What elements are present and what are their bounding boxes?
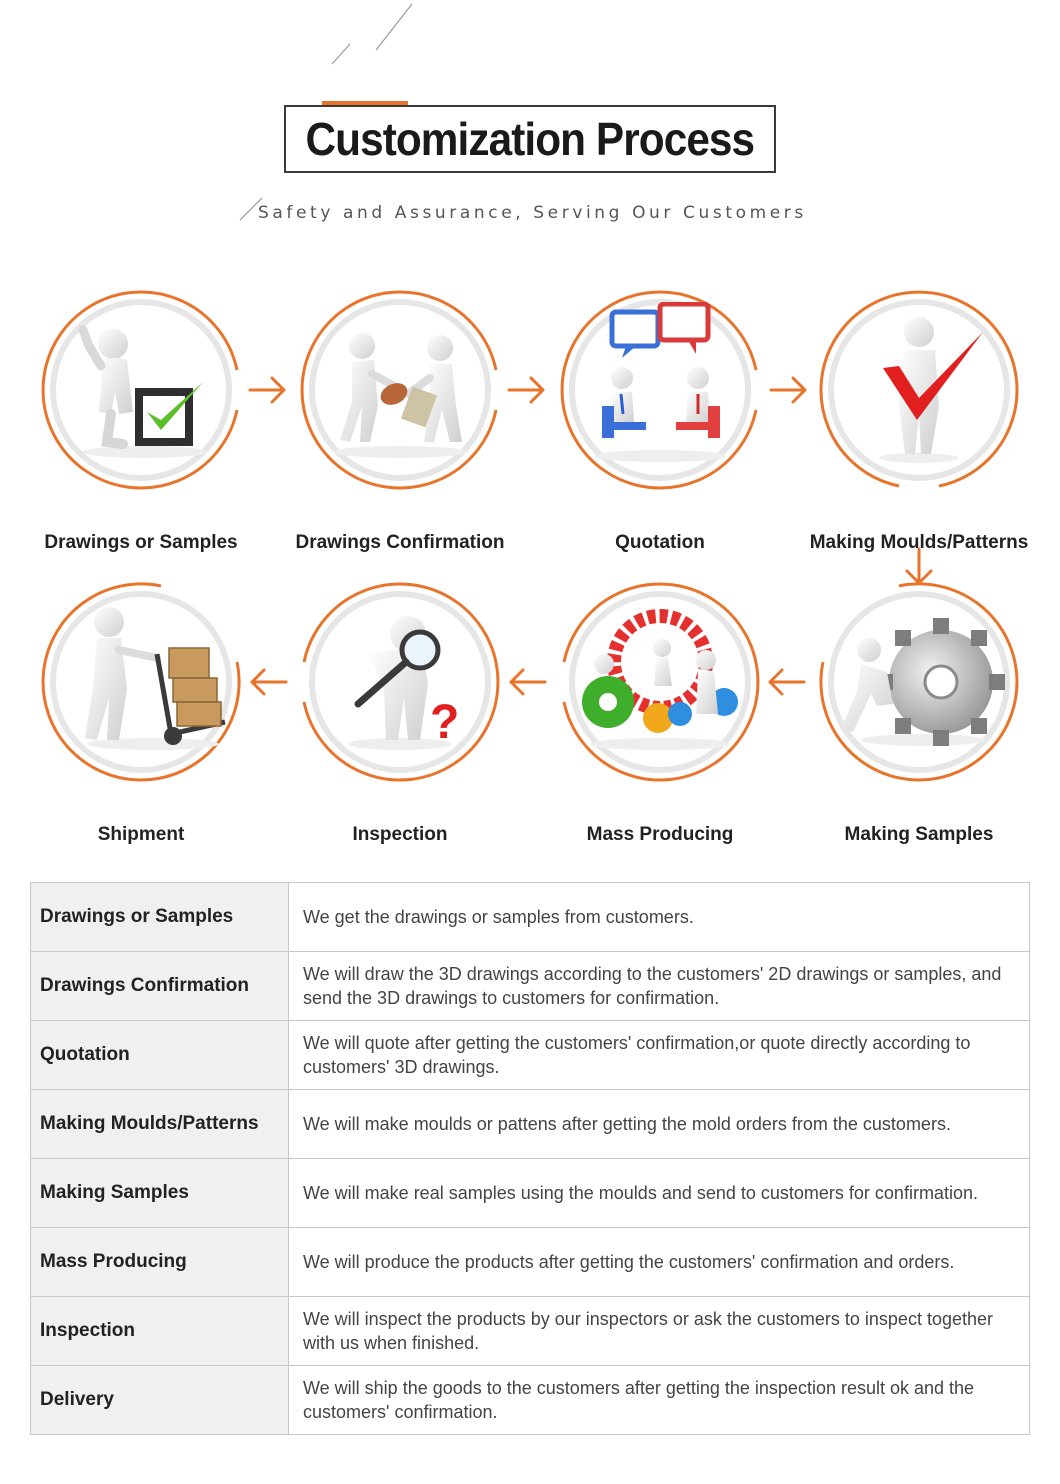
table-row bbox=[31, 952, 1030, 1021]
row-description: We will inspect the products by our inspectors or ask the customers to inspect together with us when finished. bbox=[289, 1297, 1030, 1366]
row-description: We will ship the goods to the customers after getting the inspection result ok and the customers' confirmation. bbox=[289, 1366, 1030, 1435]
row-description: We will draw the 3D drawings according to the customers' 2D drawings or samples, and send the 3D drawings to customers for confirmation. bbox=[289, 952, 1030, 1021]
step-label: Making Samples bbox=[844, 824, 994, 845]
row-key: Delivery bbox=[31, 1366, 289, 1435]
table-row bbox=[31, 1159, 1030, 1228]
row-key: Inspection bbox=[31, 1297, 289, 1366]
row-key: Drawings or Samples bbox=[31, 883, 289, 952]
row-key: Drawings Confirmation bbox=[31, 952, 289, 1021]
figure-magnifier-question-icon bbox=[312, 594, 488, 770]
step-shipment bbox=[31, 572, 251, 845]
step-inspection bbox=[290, 572, 510, 845]
figures-handshake-icon bbox=[312, 302, 488, 478]
title-box bbox=[284, 105, 776, 173]
step-label: Making Moulds/Patterns bbox=[809, 532, 1029, 553]
step-label: Quotation bbox=[615, 532, 705, 553]
step-label: Drawings or Samples bbox=[44, 532, 238, 553]
process-diagram bbox=[0, 260, 1060, 860]
arrow-right-icon bbox=[505, 368, 549, 412]
step-drawings-or-samples bbox=[31, 280, 251, 553]
step-label: Inspection bbox=[352, 824, 448, 845]
step-quotation bbox=[550, 280, 770, 553]
row-key: Quotation bbox=[31, 1021, 289, 1090]
row-description: We will quote after getting the customers' confirmation,or quote directly according to customers' 3D drawings. bbox=[289, 1021, 1030, 1090]
table-row bbox=[31, 1090, 1030, 1159]
step-drawings-confirmation bbox=[290, 280, 510, 553]
row-description: We will make real samples using the moulds and send to customers for confirmation. bbox=[289, 1159, 1030, 1228]
figure-red-check-icon bbox=[831, 302, 1007, 478]
table-row bbox=[31, 1021, 1030, 1090]
step-label: Mass Producing bbox=[586, 824, 734, 845]
step-label: Shipment bbox=[97, 824, 185, 845]
table-row bbox=[31, 1366, 1030, 1435]
table-row bbox=[31, 883, 1030, 952]
arrow-left-icon bbox=[505, 660, 549, 704]
figure-pushing-gear-icon bbox=[831, 594, 1007, 770]
process-description-table bbox=[30, 882, 1030, 1435]
decorative-lines-icon bbox=[320, 0, 420, 70]
page-title: Customization Process bbox=[305, 113, 755, 165]
figures-colored-gears-icon bbox=[572, 594, 748, 770]
step-mass-producing bbox=[550, 572, 770, 845]
figures-speech-bubbles-icon bbox=[572, 302, 748, 478]
step-making-samples bbox=[809, 572, 1029, 845]
arrow-right-icon bbox=[767, 368, 811, 412]
row-description: We will make moulds or pattens after getting the mold orders from the customers. bbox=[289, 1090, 1030, 1159]
figure-hand-truck-boxes-icon bbox=[53, 594, 229, 770]
arrow-left-icon bbox=[246, 660, 290, 704]
arrow-left-icon bbox=[764, 660, 808, 704]
svg-text:?: ? bbox=[430, 696, 460, 749]
step-label: Drawings Confirmation bbox=[295, 532, 505, 553]
row-key: Mass Producing bbox=[31, 1228, 289, 1297]
row-description: We get the drawings or samples from customers. bbox=[289, 883, 1030, 952]
figure-checkbox-icon bbox=[53, 302, 229, 478]
page-subtitle: Safety and Assurance, Serving Our Customers bbox=[258, 203, 807, 223]
row-key: Making Moulds/Patterns bbox=[31, 1090, 289, 1159]
row-description: We will produce the products after getting the customers' confirmation and orders. bbox=[289, 1228, 1030, 1297]
step-making-moulds-patterns bbox=[809, 280, 1029, 553]
arrow-right-icon bbox=[246, 368, 290, 412]
table-row bbox=[31, 1297, 1030, 1366]
row-key: Making Samples bbox=[31, 1159, 289, 1228]
table-row bbox=[31, 1228, 1030, 1297]
